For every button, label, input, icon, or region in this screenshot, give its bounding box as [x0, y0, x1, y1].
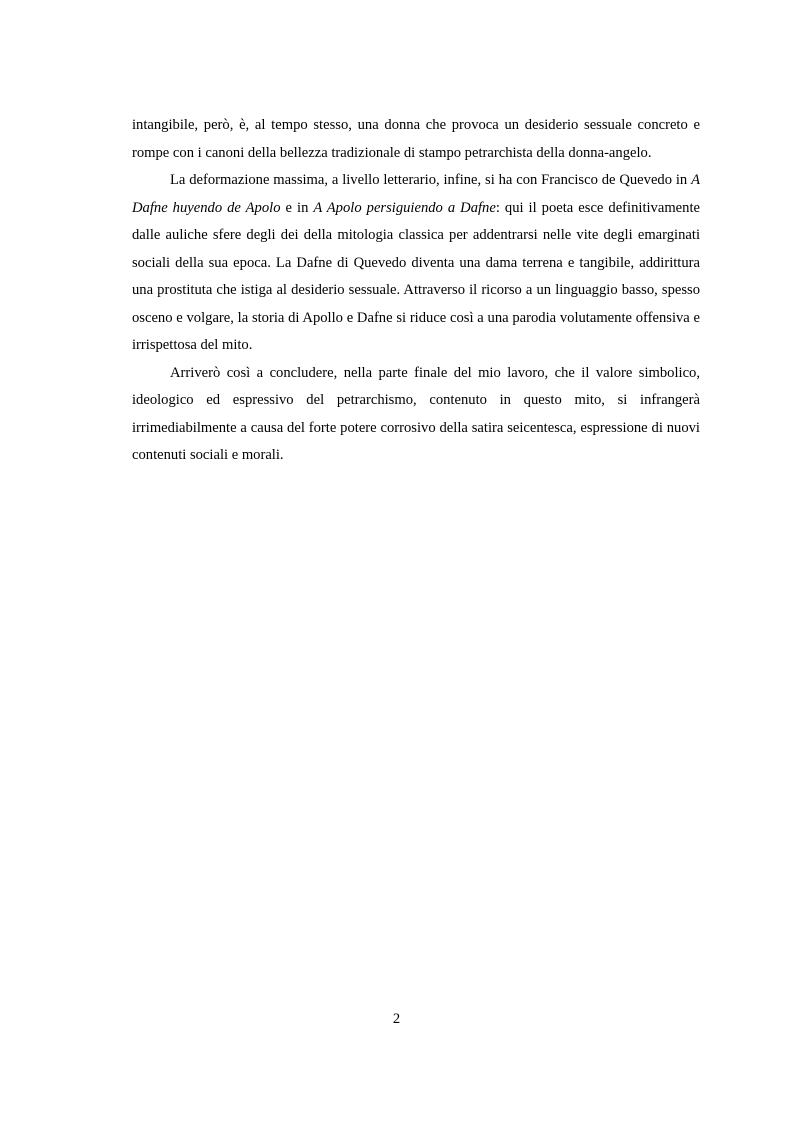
paragraph-1-text: intangibile, però, è, al tempo stesso, una donna che provoca un desiderio sessuale concreto e rompe con i canoni della bellezza tradizionale di stampo petrarchista della donna-angelo. — [132, 117, 700, 161]
paragraph-2 — [132, 167, 700, 360]
paragraph-3-text: Arriverò così a concludere, nella parte finale del mio lavoro, che il valore simbolico, ideologico ed espressivo del petrarchismo, contenuto in questo mito, si infrangerà irrimediabilmente a causa del forte potere corrosivo della satira seicentesca, espressione di nuovi contenuti sociali e morali. — [132, 364, 700, 463]
body-text — [132, 112, 700, 470]
paragraph-1 — [132, 112, 700, 167]
title-a-apolo-persiguiendo: A Apolo persiguiendo a Dafne — [313, 199, 496, 216]
paragraph-2-text-c: : qui il poeta esce definitivamente dalle auliche sfere degli dei della mitologia classica per addentrarsi nelle vite degli emarginati sociali della sua epoca. La Dafne di Quevedo diventa una dama terrena e tangibile, addirittura una prostituta che istiga al desiderio sessuale. Attraverso il ricorso a un linguaggio basso, spesso osceno e volgare, la storia di Apollo e Dafne si riduce così a una parodia volutamente offensiva e irrispettosa del mito. — [132, 199, 700, 353]
paragraph-2-text-a: La deformazione massima, a livello letterario, infine, si ha con Francisco de Quevedo in — [170, 172, 692, 188]
page-number: 2 — [392, 1011, 401, 1027]
paragraph-3 — [132, 360, 700, 470]
title-a-dafne-huyendo: A Dafne huyendo de Apolo — [132, 172, 700, 216]
paragraph-2-text-b: e in — [280, 199, 314, 216]
